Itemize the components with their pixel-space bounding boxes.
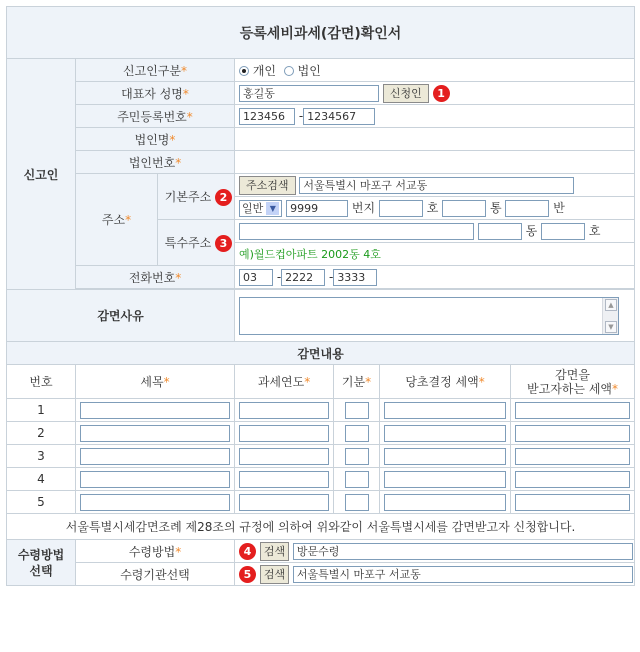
period-input[interactable]	[345, 471, 369, 488]
table-row: 4	[7, 468, 635, 491]
special-addr-label: 특수주소 3	[158, 220, 235, 266]
method-input[interactable]: 방문수령	[293, 543, 633, 560]
tax-year-input[interactable]	[239, 448, 329, 465]
chevron-down-icon: ▼	[266, 202, 279, 215]
detail-title: 감면내용	[7, 342, 635, 365]
corp-name-cell	[235, 128, 635, 151]
addr-search-button[interactable]: 주소검색	[239, 176, 296, 195]
dong-input[interactable]	[478, 223, 522, 240]
ban-input[interactable]	[505, 200, 549, 217]
tax-year-input[interactable]	[239, 402, 329, 419]
scroll-down-icon[interactable]: ▼	[605, 321, 617, 333]
addr-input[interactable]: 서울특별시 마포구 서교동	[299, 177, 574, 194]
bunji-input[interactable]: 9999	[286, 200, 348, 217]
addr-type-select[interactable]: 일반 ▼	[239, 200, 282, 217]
tax-item-input[interactable]	[80, 448, 230, 465]
rrn-label: 주민등록번호*	[76, 105, 235, 128]
applicant-section-label: 신고인	[7, 59, 76, 290]
orig-tax-input[interactable]	[384, 402, 506, 419]
period-input[interactable]	[345, 402, 369, 419]
corp-no-label: 법인번호*	[76, 151, 235, 174]
base-addr-label: 기본주소 2	[158, 174, 235, 220]
reduced-tax-input[interactable]	[515, 402, 630, 419]
tax-item-input[interactable]	[80, 425, 230, 442]
corp-no-cell	[235, 151, 635, 174]
org-label: 수령기관선택	[76, 563, 235, 586]
special-addr-example: 예)월드컵아파트 2002동 4호	[235, 243, 635, 266]
method-label: 수령방법*	[76, 540, 235, 563]
reason-cell	[235, 290, 635, 342]
special-addr-input[interactable]	[239, 223, 474, 240]
page-title: 등록세비과세(감면)확인서	[7, 7, 635, 59]
reduced-tax-input[interactable]	[515, 494, 630, 511]
type-label: 신고인구분*	[76, 59, 235, 82]
tong-input[interactable]	[442, 200, 486, 217]
period-input[interactable]	[345, 494, 369, 511]
table-row: 1	[7, 399, 635, 422]
statement: 서울특별시세감면조례 제28조의 규정에 의하여 위와같이 서울특별시세를 감면받고자 신청합니다.	[7, 514, 635, 540]
table-row: 2	[7, 422, 635, 445]
tax-year-input[interactable]	[239, 494, 329, 511]
reduced-tax-input[interactable]	[515, 471, 630, 488]
tax-item-input[interactable]	[80, 471, 230, 488]
tax-year-input[interactable]	[239, 471, 329, 488]
rrn-cell: 123456 - 1234567	[235, 105, 635, 128]
radio-individual[interactable]	[239, 66, 249, 76]
reason-label: 감면사유	[7, 290, 235, 342]
org-search-button[interactable]: 검색	[260, 565, 289, 584]
method-cell	[235, 540, 635, 563]
reason-textarea[interactable]	[239, 297, 619, 335]
phone-cell: 03 - 2222 - 3333	[235, 266, 635, 289]
table-row: 3	[7, 445, 635, 468]
table-row: 5	[7, 491, 635, 514]
apply-button[interactable]: 신청인	[383, 84, 429, 103]
rep-cell	[235, 82, 635, 105]
reduced-tax-input[interactable]	[515, 425, 630, 442]
special-addr-cell: 동 호	[235, 220, 635, 243]
addr-detail-cell: 일반 ▼ 9999 번지 호 통 반	[235, 197, 635, 220]
org-input[interactable]: 서울특별시 마포구 서교동	[293, 566, 633, 583]
ho-input[interactable]	[379, 200, 423, 217]
badge-3: 3	[215, 235, 232, 252]
rrn-back-input[interactable]: 1234567	[303, 108, 375, 125]
scrollbar[interactable]	[602, 298, 618, 334]
phone3-input[interactable]: 3333	[333, 269, 377, 286]
col-orig-tax: 당초결정 세액*	[380, 365, 511, 399]
badge-1: 1	[433, 85, 450, 102]
rep-label: 대표자 성명*	[76, 82, 235, 105]
corp-name-label: 법인명*	[76, 128, 235, 151]
tax-item-input[interactable]	[80, 402, 230, 419]
col-no: 번호	[7, 365, 76, 399]
form-table	[6, 6, 635, 586]
tax-item-input[interactable]	[80, 494, 230, 511]
period-input[interactable]	[345, 448, 369, 465]
addr-label: 주소*	[76, 174, 158, 266]
rep-input[interactable]: 홍길동	[239, 85, 379, 102]
phone-label: 전화번호*	[76, 266, 235, 289]
col-tax-year: 과세연도*	[235, 365, 334, 399]
base-addr-cell	[235, 174, 635, 197]
phone2-input[interactable]: 2222	[281, 269, 325, 286]
col-reduced-tax: 감면을 받고자하는 세액*	[511, 365, 635, 399]
orig-tax-input[interactable]	[384, 471, 506, 488]
tax-year-input[interactable]	[239, 425, 329, 442]
period-input[interactable]	[345, 425, 369, 442]
receipt-section-label: 수령방법 선택	[7, 540, 76, 586]
badge-5: 5	[239, 566, 256, 583]
orig-tax-input[interactable]	[384, 494, 506, 511]
type-cell	[235, 59, 635, 82]
method-search-button[interactable]: 검색	[260, 542, 289, 561]
orig-tax-input[interactable]	[384, 448, 506, 465]
col-tax-item: 세목*	[76, 365, 235, 399]
badge-2: 2	[215, 189, 232, 206]
col-period: 기분*	[334, 365, 380, 399]
rrn-front-input[interactable]: 123456	[239, 108, 295, 125]
reduced-tax-input[interactable]	[515, 448, 630, 465]
badge-4: 4	[239, 543, 256, 560]
radio-corp[interactable]	[284, 66, 294, 76]
radio-corp-label: 법인	[297, 63, 321, 78]
scroll-up-icon[interactable]: ▲	[605, 299, 617, 311]
orig-tax-input[interactable]	[384, 425, 506, 442]
ho2-input[interactable]	[541, 223, 585, 240]
phone1-input[interactable]: 03	[239, 269, 273, 286]
org-cell	[235, 563, 635, 586]
radio-individual-label: 개인	[252, 63, 277, 78]
